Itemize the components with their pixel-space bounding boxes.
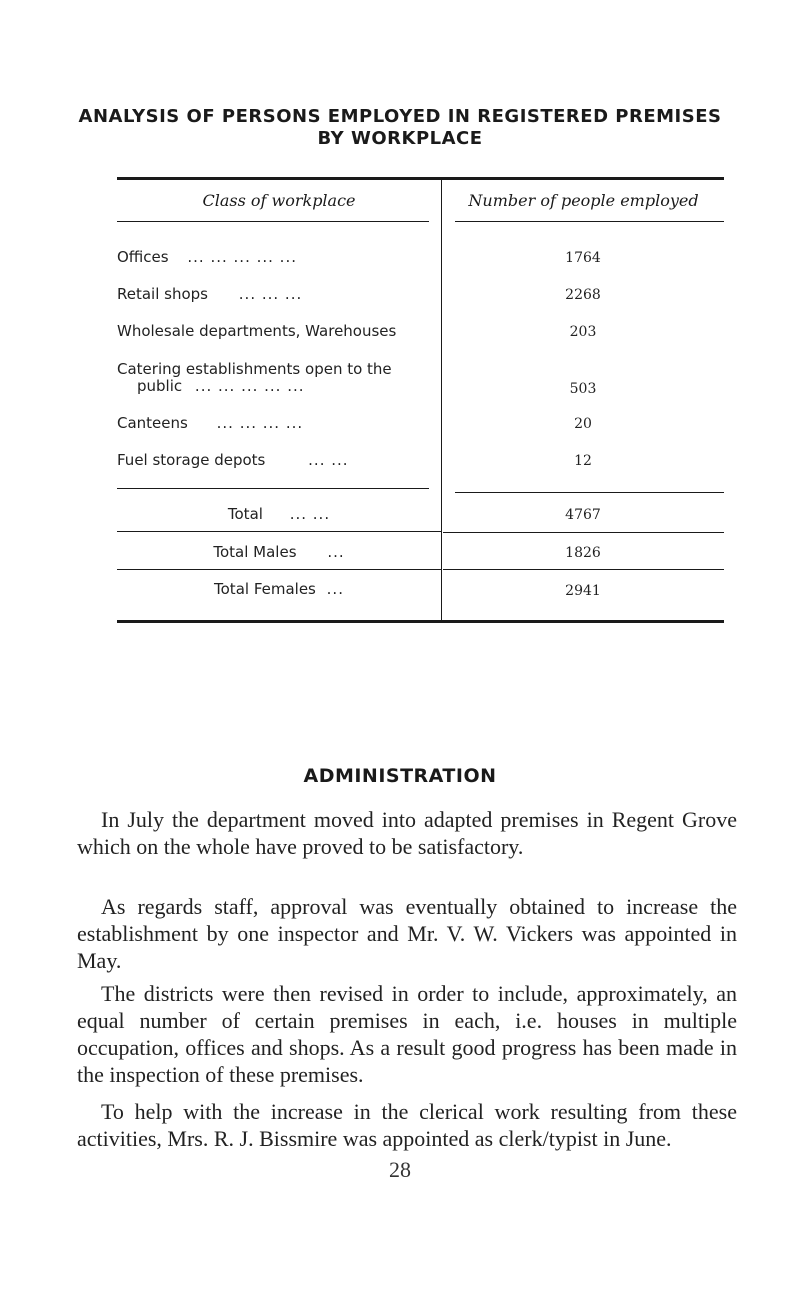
leader-dots: ... [327,543,345,561]
title-line-2: BY WORKPLACE [317,128,483,149]
leader-dots: ... ... [289,505,331,523]
leader-dots: ... ... ... ... ... [187,248,297,266]
leader-dots: ... ... ... [238,285,303,303]
paragraph: The districts were then revised in order to include, approximately, an equal number of certain premises in each, i.e. houses in multiple occupation, offices and shops. As a result good progress has been made in the inspection of these premises. [77,981,737,1087]
row-value: 20 [574,416,592,432]
total-divider-2-left [117,569,441,570]
total-value: 2941 [565,583,601,599]
table-top-rule [117,177,724,180]
leader-dots: ... ... ... ... [216,414,304,432]
header-number-employed: Number of people employed [468,191,699,210]
total-value: 1826 [565,545,601,561]
total-divider-1-left [117,531,441,532]
row-label-continued: public [137,377,183,395]
row-label: Catering establishments open to the [117,360,392,378]
totals-top-rule-right [455,492,724,493]
row-value: 203 [569,324,597,340]
paragraph: To help with the increase in the clerical work resulting from these activities, Mrs. R. J. Bissmire was appointed as clerk/typist in June. [77,1099,737,1151]
row-value: 503 [569,381,597,397]
leader-dots: ... ... ... ... ... [194,377,305,395]
column-divider [441,180,442,620]
leader-dots: ... [326,580,344,598]
header-underline-left [117,221,429,222]
total-label: Total Males [213,543,297,561]
page-number: 28 [389,1157,411,1182]
paragraph: In July the department moved into adapted premises in Regent Grove which on the whole have proved to be satisfactory. [77,807,737,859]
total-label: Total [227,505,263,523]
row-label: Wholesale departments, Warehouses [117,322,397,340]
row-value: 1764 [565,250,601,266]
table-bottom-rule [117,620,724,623]
total-value: 4767 [565,507,601,523]
row-label: Fuel storage depots [117,451,266,469]
header-class-of-workplace: Class of workplace [202,191,356,210]
total-label: Total Females [214,580,316,598]
title-line-1: ANALYSIS OF PERSONS EMPLOYED IN REGISTERED PREMISES [78,106,722,127]
total-divider-1-right [443,532,724,533]
leader-dots: ... ... [308,451,349,469]
total-divider-2-right [443,569,724,570]
row-label: Offices [117,248,169,266]
paragraph: As regards staff, approval was eventually obtained to increase the establishment by one inspector and Mr. V. W. Vickers was appointed in May. [77,894,737,973]
row-label: Canteens [117,414,188,432]
totals-top-rule-left [117,488,429,489]
section-heading: ADMINISTRATION [303,765,497,787]
row-value: 2268 [565,287,601,303]
row-label: Retail shops [117,285,208,303]
header-underline-right [455,221,724,222]
row-value: 12 [574,453,592,469]
